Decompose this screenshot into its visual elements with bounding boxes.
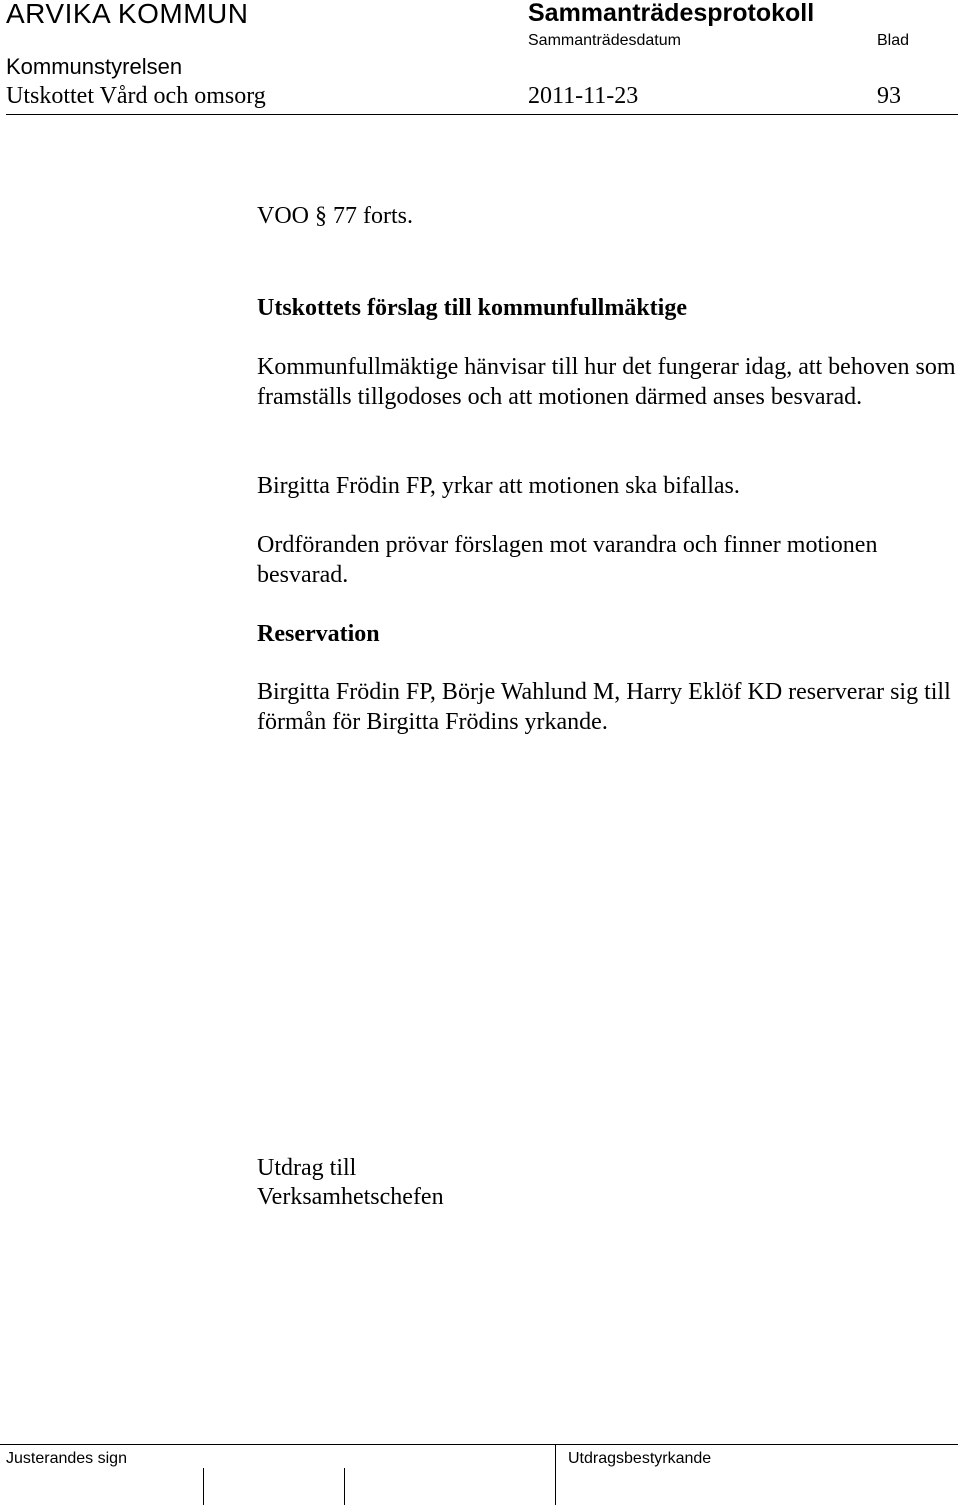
- signature-box-divider: [344, 1468, 345, 1505]
- page-label: Blad: [877, 32, 910, 49]
- reservation-paragraph: Birgitta Frödin FP, Börje Wahlund M, Harry Eklöf KD reserverar sig till förmån för Birgitta Frödins yrkande.: [257, 679, 951, 735]
- distribution-recipient: Verksamhetschefen: [257, 1184, 444, 1210]
- motion-claim-paragraph: Birgitta Frödin FP, yrkar att motionen ska bifallas.: [257, 473, 740, 499]
- footer-column-divider: [555, 1444, 556, 1505]
- committee-name: Utskottet Vård och omsorg: [6, 83, 266, 109]
- signature-box-divider: [203, 1468, 204, 1505]
- proposal-paragraph: Kommunfullmäktige hänvisar till hur det fungerar idag, att behoven som framställs tillgodoses och att motionen därmed anses besvarad.: [257, 354, 956, 410]
- chair-decision-paragraph: Ordföranden prövar förslagen mot varandra och finner motionen besvarad.: [257, 532, 878, 588]
- proposal-heading: Utskottets förslag till kommunfullmäktige: [257, 295, 687, 321]
- reservation-heading: Reservation: [257, 621, 380, 647]
- header-divider: [6, 114, 958, 115]
- section-reference: VOO § 77 forts.: [257, 203, 413, 229]
- distribution-label: Utdrag till: [257, 1155, 357, 1181]
- sign-label: Justerandes sign: [6, 1450, 127, 1467]
- footer-divider: [0, 1444, 958, 1445]
- date-label: Sammanträdesdatum: [528, 32, 681, 49]
- meeting-date: 2011-11-23: [528, 83, 639, 109]
- page-number: 93: [877, 83, 901, 109]
- municipality-name: ARVIKA KOMMUN: [6, 0, 249, 29]
- board-name: Kommunstyrelsen: [6, 54, 183, 79]
- document-title: Sammanträdesprotokoll: [528, 0, 815, 27]
- extract-label: Utdragsbestyrkande: [568, 1450, 712, 1467]
